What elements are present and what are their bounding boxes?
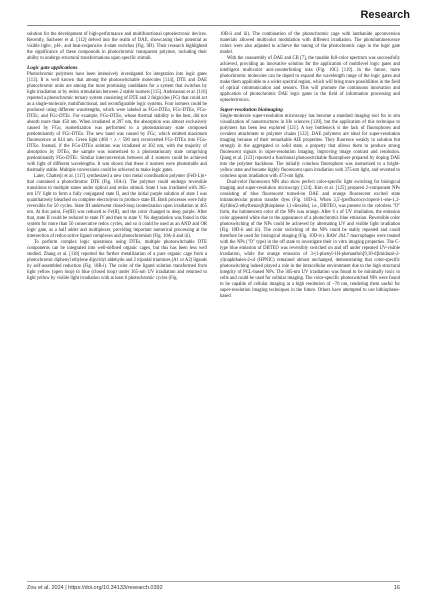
dual-color-paragraph: Dual-color fluorescent NPs also show perfect color-specific light switching for biological imaging and super-resolution microscopy [124]. Kim et al. [125] prepared 2-component NPs consisting of blue fluorescent turned-on DAE and orange fluorescent excited state intramolecular proton transfer dyes (Fig. 10D-i). When 3,5'-(perfluorocyclopent-1-ene-1,2-diyl)bis(2-ethylbenzo[b]thiophene 1,1-dioxide), i.e., DBTEO, was present in the colorless "O" form, the luminescent color of the NPs was orange. After 6 s of UV irradiation, the emission color appeared white due to the appearance of a photochromic blue emission. Reversible color photoswitching of the NPs could be achieved by alternating UV and visible light irradiation (Fig. 10D-ii and iii). The color switching of the NPs could be stably repeated and could therefore be used for biological imaging (Fig. 10D-iv). RAW 264.7 macrophages were treated with the NPs ("O" type) in the off state to investigate their in vitro imaging properties. The C-type blue emission of DBTEO was reversibly switched on and off under repeated UV-visible irradiation, while the orange emission of 3-(1-phenyl-1H-phenanthro[9,10-d]imidazol-2-yl)naphthalen-2-ol (HPNIC) remained almost unchanged, demonstrating that color-specific photoswitching indeed played a role in the intracellular environment due to the high structural integrity of PCL-based NPs. The 365-nm UV irradiation was found to be minimally toxic to cells and could be used for cellular imaging. The color-specific photoswitched NPs were found to be capable of cellular imaging at a high resolution of ~70 nm, rendering them useful for super-resolution imaging techniques in the future. Others have attempted to use bithiophene-based: [220, 180, 400, 300]
header-divider: [27, 25, 400, 26]
footer-citation[interactable]: Zou et al. 2024 | https://doi.org/10.34133/research.0392: [27, 585, 163, 591]
bioimaging-heading: Super-resolution bioimaging: [220, 107, 283, 114]
bioimaging-paragraph: Single-molecule super-resolution microscopy has become a standard imaging tool for in situ visualization of nanostructures in life sciences [120], but the application of this technique to polymers has been less explored [121]. A key bottleneck is the lack of fluorophores and covalent attachment to polymer chains [122]. DAE polymers are ideal for super-resolution imaging because of their remarkable AIE properties. They fluoresce weakly in solution but strongly in the aggregated or solid state, a property that allows them to produce strong fluorescent signals in super-resolution imaging, improving image contrast and resolution. Qiang et al. [123] reported a functional photoswitchable fluorophore prepared by doping DAE into the polymer backbone. The initially colorless fluorophore was isomerized to a bright-yellow state and became highly fluorescent upon irradiation with 375-nm light, and reverted to colorless upon irradiation with 473-nm light.: [220, 113, 400, 180]
logic-gate-paragraph: Photochromic polymers have been intensively investigated for integration into logic gates [113]. It is well known that among the photoswitchable molecules [114], DTE and DAE photochromic units are among the most promising candidates for a system that switches by light irradiation or by redox stimulation between 2 stable isomers [115]. Andréasson et al. [116] reported a photochromic ternary system consisting of DTE and 2 fulgicides (FG) that could act as a single-molecule, multifunctional, and reconfigurable logic systems. Four isomers could be produced using different wavelengths, which were labeled as FGo-DTEo, FGc-DTEo, FGo-DTEc, and FGc-DTEc. For example, FGo-DTEo, whose thermal stability is the best, did not absorb more than 450 nm. When irradiated at 397 nm, the absorption was almost exclusively caused by FGo, isomerization was performed to a photostationary state composed predominantly of FGc-DTEo. The new band was caused by FGc, which emitted maximum fluorescence at 624 nm. Green light (460 < λ < 590 nm) reconverted FGc-DTEo into FGo-DTEo. Instead, if the FGo-DTEo solution was irradiated at 302 nm, with the majority of absorption by DTEo, the sample was isomerized to a photostationary state comprising predominantly FGo-DTEc. Similar interconversion between all 4 isomers could be achieved with light of different wavelengths. It was shown that these 4 isomers were photostable and thermally stable. Multiple conversions could be achieved to make logic gates.: [27, 71, 207, 174]
complex-logic-paragraph: To perform complex logic operations using DTEs, multiple photoswitchable DTE components can be integrated into well-defined organic cages, but this has been less well studied. Zhang et al. [118] reported the further metallization of a pure organic cage from a photochromic diphenyl ethylene dipyridyl aldehyde and 2 tripodal triamines (A1 or A2) ligands by self-assembled reduction (Fig. 10B-i). The color of the ligand solution transformed from light yellow (open loop) to blue (closed loop) under 365-nm UV irradiation and returned to light yellow by visible light irradiation with at least 6 photochromic cycles (Fig.: [27, 240, 207, 282]
intro-paragraph: solution for the development of high-performance and multifunctional optoelectronic devices. Recently, Sacherer et al. [112] delved into the realm of DAE, showcasing their potential as visible light-, pH-, and heat-responsive 4-state switches (Fig. 9D). Their research highlighted the significance of these compounds in photochromic transparent polymer, including their ability to undergo structural transformations upon specific stimuli.: [27, 32, 207, 62]
continuation-paragraph: 10B-ii and iii). The combination of the photochromic cage with lanthanide upconversion materials allowed multicolor modulation with different irradiation. The photoluminescence colors were also adjusted to achieve the tuning of the photochromic cage in the logic gate model.: [220, 32, 400, 56]
right-column: [220, 32, 400, 300]
page-number: 16: [393, 585, 400, 591]
dae-cb-paragraph: With the coassembly of DAE and CB [7], the tunable full-color spectrum was successfully achieved, providing an innovative solution for the application of multilevel logic gates and intelligent multicolor anti-counterfeiting inks (Fig. 10C) [119]. In the future, more photochromic molecules can be doped to expand the wavelength range of the logic gates and make them applicable to a wider spectral region, which will bring more possibilities in the field of optical communication and sensors. This will promote the continuous innovation and application of photochromic DAE logic gates in the field of information processing and optoelectronics.: [220, 56, 400, 104]
journal-name: Research: [360, 9, 410, 21]
left-column: [27, 32, 207, 282]
chatterjee-paragraph: Later, Chatterji et al. [117] synthesized a new iron metal coordination polymer (FeII-L)n+ that contained a photochromic DTE (Fig. 10A-i). The polymer could undergo reversible transitions to multiple states under optical and redox stimuli. State I was irradiated with 365-nm UV light to form a fully conjugated state II, and the initial purple solution of state I was quantitatively bleached on complete electrolysis to produce state III. Both processes were fully reversible for 50 cycles. State III underwent closed-loop isomerization upon irradiation at 465 nm. At this point, Fe(III) was reduced to Fe(II), and the color changed to deep purple. After that, state II could be reduced to state IV and then to state V. No degradation was found in this system for more than 50 consecutive redox cycles, and so it could be used as an AND and OR logic gate, as a half adder and multiplexer, providing important numerical processing at the intersection of redox-active ligand complexes and photochromism (Fig. 10A-ii and iii).: [27, 174, 207, 240]
footer-divider: [27, 581, 400, 582]
logic-gate-heading: Logic gate applications: [27, 65, 78, 72]
